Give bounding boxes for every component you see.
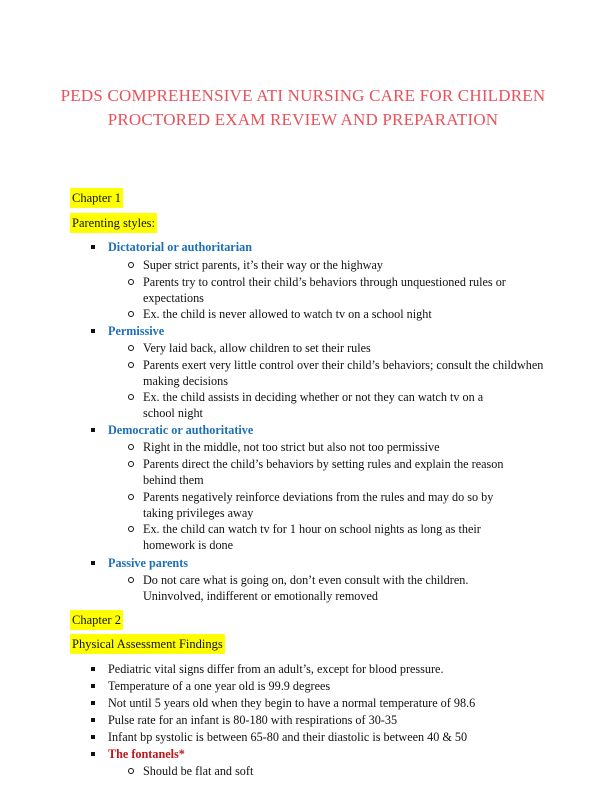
list-item-continuation: homework is done xyxy=(143,538,234,552)
circle-bullet-icon xyxy=(128,262,134,268)
square-bullet-icon xyxy=(91,667,95,671)
circle-bullet-icon xyxy=(128,279,134,285)
list-item: Parents exert very little control over their child’s behaviors; consult the childwhen xyxy=(143,358,544,372)
list-item-continuation: expectations xyxy=(143,291,204,305)
list-item: Pulse rate for an infant is 80-180 with respirations of 30-35 xyxy=(108,713,398,727)
physical-assessment-heading: Physical Assessment Findings xyxy=(70,634,225,654)
list-item-continuation: Uninvolved, indifferent or emotionally removed xyxy=(143,589,379,603)
chapter-2-heading: Chapter 2 xyxy=(70,610,123,630)
list-item: Parents direct the child’s behaviors by setting rules and explain the reason xyxy=(143,457,504,471)
square-bullet-icon xyxy=(91,718,95,722)
square-bullet-icon xyxy=(91,561,95,565)
list-item: Should be flat and soft xyxy=(143,764,254,778)
parenting-styles-heading: Parenting styles: xyxy=(70,213,157,233)
style-name-permissive: Permissive xyxy=(108,324,165,338)
document-title: PEDS COMPREHENSIVE ATI NURSING CARE FOR CHILDREN PROCTORED EXAM REVIEW AND PREPARATION xyxy=(60,86,546,129)
square-bullet-icon xyxy=(91,684,95,688)
square-bullet-icon xyxy=(91,245,95,249)
circle-bullet-icon xyxy=(128,461,134,467)
list-item-continuation: taking privileges away xyxy=(143,506,254,520)
style-name-passive: Passive parents xyxy=(108,556,189,570)
square-bullet-icon xyxy=(91,735,95,739)
list-item: Super strict parents, it’s their way or the highway xyxy=(143,258,383,272)
circle-bullet-icon xyxy=(128,526,134,532)
list-item: Do not care what is going on, don’t even consult with the children. xyxy=(143,573,469,587)
list-item-continuation: behind them xyxy=(143,473,204,487)
list-item: Ex. the child can watch tv for 1 hour on school nights as long as their xyxy=(143,522,481,536)
square-bullet-icon xyxy=(91,428,95,432)
list-item: Pediatric vital signs differ from an adult’s, except for blood pressure. xyxy=(108,662,444,676)
circle-bullet-icon xyxy=(128,362,134,368)
circle-bullet-icon xyxy=(128,768,134,774)
list-item: Infant bp systolic is between 65-80 and their diastolic is between 40 & 50 xyxy=(108,730,468,744)
fontanels-heading: The fontanels* xyxy=(108,747,185,761)
circle-bullet-icon xyxy=(128,345,134,351)
list-item: Ex. the child is never allowed to watch tv on a school night xyxy=(143,307,432,321)
list-item: Very laid back, allow children to set their rules xyxy=(143,341,371,355)
list-item-continuation: making decisions xyxy=(143,374,228,388)
list-item: Not until 5 years old when they begin to have a normal temperature of 98.6 xyxy=(108,696,476,710)
circle-bullet-icon xyxy=(128,394,134,400)
list-item: Right in the middle, not too strict but also not too permissive xyxy=(143,440,440,454)
chapter-1-heading: Chapter 1 xyxy=(70,188,123,208)
circle-bullet-icon xyxy=(128,444,134,450)
square-bullet-icon xyxy=(91,752,95,756)
circle-bullet-icon xyxy=(128,577,134,583)
circle-bullet-icon xyxy=(128,311,134,317)
style-name-dictatorial: Dictatorial or authoritarian xyxy=(108,240,252,254)
list-item: Ex. the child assists in deciding whether or not they can watch tv on a xyxy=(143,390,484,404)
circle-bullet-icon xyxy=(128,494,134,500)
list-item: Temperature of a one year old is 99.9 degrees xyxy=(108,679,331,693)
square-bullet-icon xyxy=(91,329,95,333)
style-name-democratic: Democratic or authoritative xyxy=(108,423,254,437)
square-bullet-icon xyxy=(91,701,95,705)
list-item: Parents try to control their child’s behaviors through unquestioned rules or xyxy=(143,275,506,289)
list-item-continuation: school night xyxy=(143,406,203,420)
list-item: Parents negatively reinforce deviations from the rules and may do so by xyxy=(143,490,494,504)
